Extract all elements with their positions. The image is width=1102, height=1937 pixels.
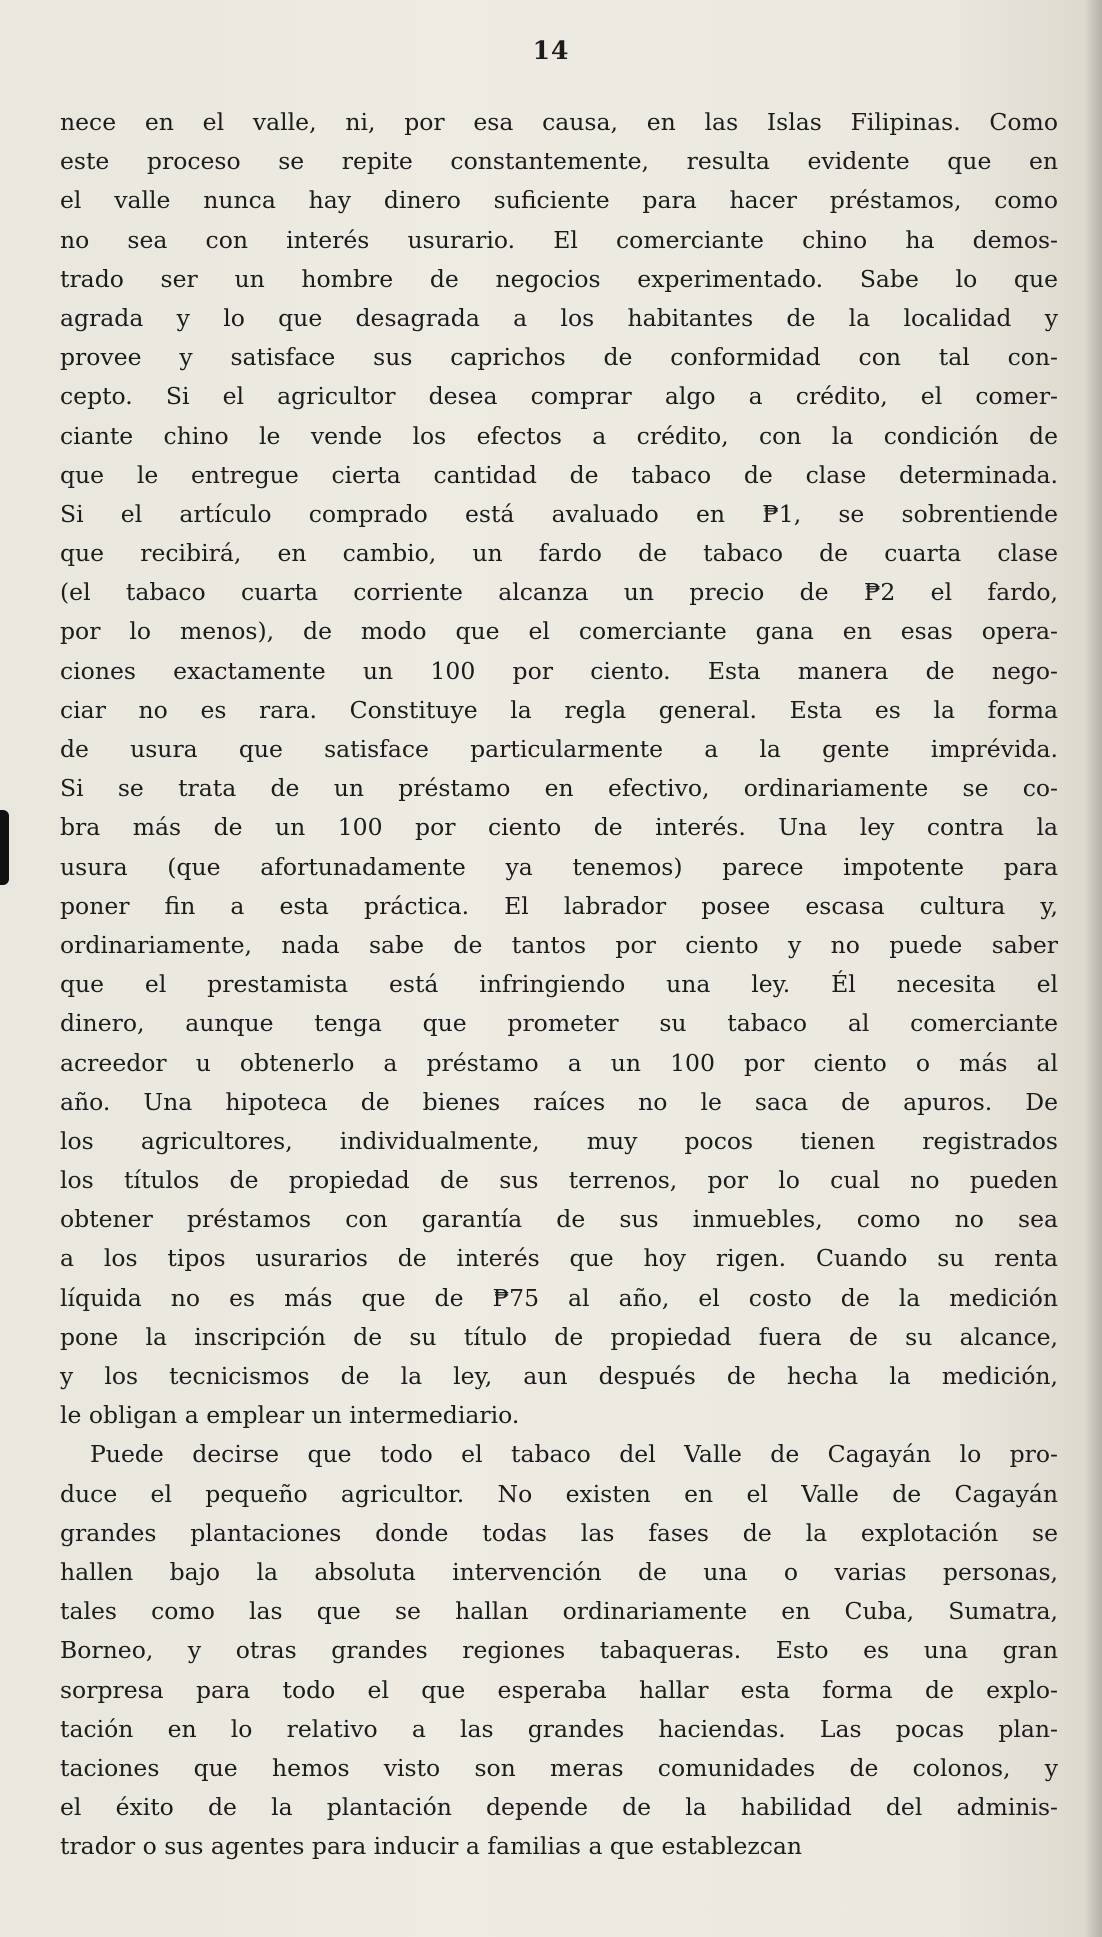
text-line: de usura que satisface particularmente a la gente imprévida. [60,735,1058,763]
text-line: sorpresa para todo el que esperaba hallar esta forma de explo- [60,1675,1058,1704]
text-line: año. Una hipoteca de bienes raíces no le saca de apuros. De [60,1087,1058,1116]
text-line: por lo menos), de modo que el comerciante gana en esas opera- [60,617,1058,646]
text-line: pone la inscripción de su título de propiedad fuera de su alcance, [60,1322,1058,1351]
text-line: que el prestamista está infringiendo una ley. Él necesita el [60,970,1058,999]
page-edge-shadow [1084,0,1102,1937]
text-line: le obligan a emplear un intermediario. [60,1401,520,1430]
text-line: no sea con interés usurario. El comerciante chino ha demos- [60,225,1058,254]
text-line: usura (que afortunadamente ya tenemos) parece impotente para [60,852,1058,881]
text-line: nece en el valle, ni, por esa causa, en las Islas Filipinas. Como [60,108,1058,136]
text-line: (el tabaco cuarta corriente alcanza un precio de ₱2 el fardo, [60,578,1058,607]
text-line: hallen bajo la absoluta intervención de una o varias personas, [60,1557,1058,1586]
text-line: provee y satisface sus caprichos de conformidad con tal con- [60,343,1058,372]
text-line: el éxito de la plantación depende de la habilidad del adminis- [60,1793,1058,1822]
text-line: agrada y lo que desagrada a los habitantes de la localidad y [60,303,1058,332]
text-line: que le entregue cierta cantidad de tabaco de clase determinada. [60,460,1058,489]
text-line: obtener préstamos con garantía de sus inmuebles, como no sea [60,1205,1058,1234]
text-line: taciones que hemos visto son meras comunidades de colonos, y [60,1753,1058,1782]
text-line: los agricultores, individualmente, muy pocos tienen registrados [60,1126,1058,1155]
text-line: Si se trata de un préstamo en efectivo, ordinariamente se co- [60,774,1058,803]
text-line: ordinariamente, nada sabe de tantos por ciento y no puede saber [60,930,1058,959]
text-line: acreedor u obtenerlo a préstamo a un 100 por ciento o más al [60,1048,1058,1077]
text-line: líquida no es más que de ₱75 al año, el costo de la medición [60,1283,1058,1312]
text-line: a los tipos usurarios de interés que hoy rigen. Cuando su renta [60,1244,1058,1273]
body-text [60,103,1058,1866]
text-line: y los tecnicismos de la ley, aun después de hecha la medición, [60,1362,1058,1390]
text-line: tales como las que se hallan ordinariamente en Cuba, Sumatra, [60,1597,1058,1626]
text-line: que recibirá, en cambio, un fardo de tabaco de cuarta clase [60,539,1058,568]
text-line: ciones exactamente un 100 por ciento. Esta manera de nego- [60,656,1058,685]
text-line: ciante chino le vende los efectos a crédito, con la condición de [60,421,1058,450]
text-line: Borneo, y otras grandes regiones tabaqueras. Esto es una gran [60,1636,1058,1665]
text-line: trado ser un hombre de negocios experimentado. Sabe lo que [60,264,1058,293]
page-number: 14 [532,36,570,65]
text-line: Puede decirse que todo el tabaco del Valle de Cagayán lo pro- [90,1440,1058,1469]
binding-mark [0,810,9,885]
text-line: bra más de un 100 por ciento de interés. Una ley contra la [60,813,1058,842]
text-line: grandes plantaciones donde todas las fases de la explotación se [60,1518,1058,1547]
text-line: Si el artículo comprado está avaluado en ₱1, se sobrentiende [60,499,1058,528]
text-line: el valle nunca hay dinero suficiente para hacer préstamos, como [60,186,1058,215]
text-line: dinero, aunque tenga que prometer su tabaco al comerciante [60,1009,1058,1038]
text-line: los títulos de propiedad de sus terrenos, por lo cual no pueden [60,1166,1058,1195]
text-line: tación en lo relativo a las grandes haciendas. Las pocas plan- [60,1714,1058,1743]
text-line: ciar no es rara. Constituye la regla general. Esta es la forma [60,695,1058,724]
text-line: duce el pequeño agricultor. No existen en el Valle de Cagayán [60,1479,1058,1508]
text-line: trador o sus agentes para inducir a familias a que establezcan [60,1832,803,1861]
text-line: este proceso se repite constantemente, resulta evidente que en [60,147,1058,176]
text-line: cepto. Si el agricultor desea comprar algo a crédito, el comer- [60,382,1058,411]
text-line: poner fin a esta práctica. El labrador posee escasa cultura y, [60,891,1058,920]
